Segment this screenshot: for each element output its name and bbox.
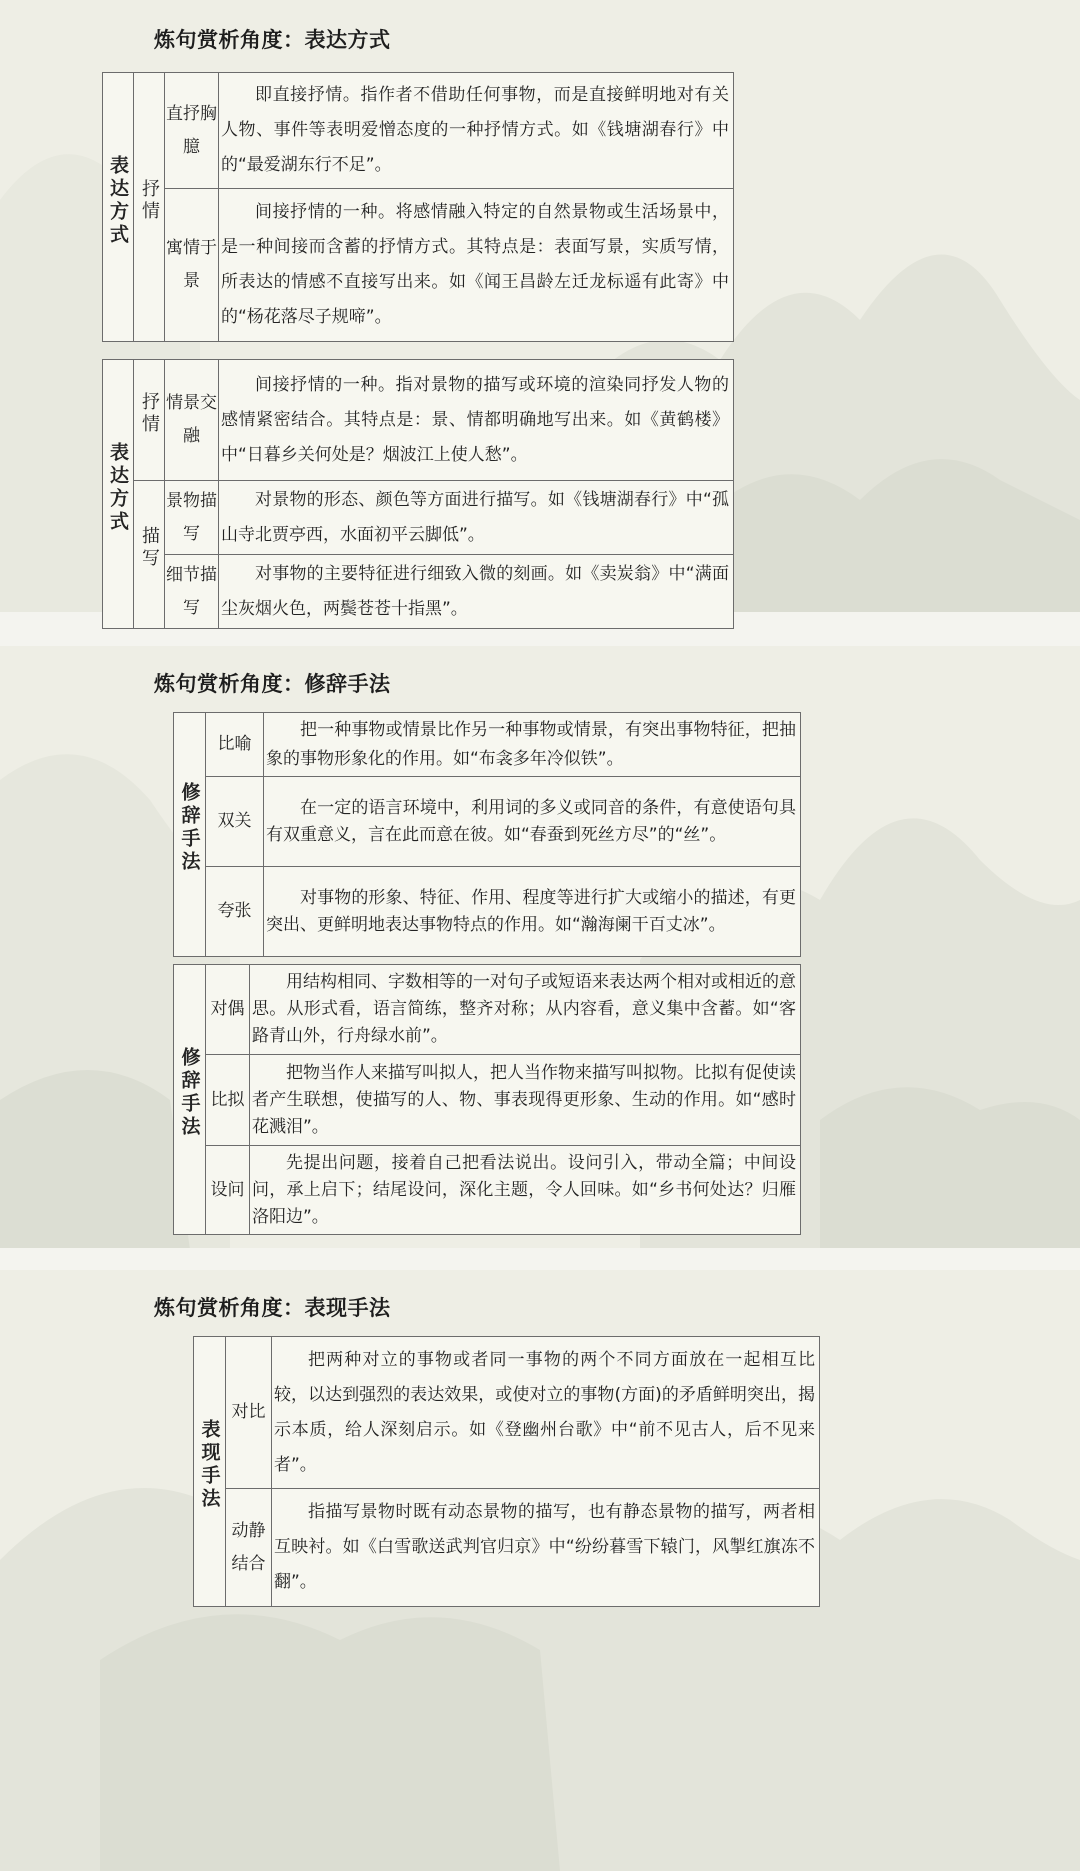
section-title: 炼句赏析角度：表现手法 xyxy=(154,1296,391,1320)
category-cell xyxy=(194,1337,226,1607)
group-cell xyxy=(134,481,165,629)
desc-cell: 对事物的主要特征进行细致入微的刻画。如《卖炭翁》中“满面尘灰烟火色，两鬓苍苍十指黑”。 xyxy=(219,555,734,629)
group-label: 抒情 xyxy=(139,178,160,223)
expression-table-1 xyxy=(102,72,734,342)
desc-cell: 把一种事物或情景比作另一种事物或情景，有突出事物特征，把抽象的事物形象化的作用。如“布衾多年冷似铁”。 xyxy=(264,713,801,777)
category-label: 表达方式 xyxy=(107,154,129,247)
section-rhetoric xyxy=(0,646,1080,1248)
techniques-table xyxy=(193,1336,820,1607)
section-title: 炼句赏析角度：表达方式 xyxy=(154,28,391,52)
desc-cell: 把两种对立的事物或者同一事物的两个不同方面放在一起相互比较，以达到强烈的表达效果，或使对立的事物(方面)的矛盾鲜明突出，揭示本质，给人深刻启示。如《登幽州台歌》中“前不见古人，后不见来者”。 xyxy=(272,1337,820,1489)
category-cell xyxy=(174,965,206,1235)
section-divider xyxy=(0,1248,1080,1270)
group-cell xyxy=(134,73,165,342)
desc-cell: 先提出问题，接着自己把看法说出。设问引入，带动全篇；中间设问，承上启下；结尾设问，深化主题，令人回味。如“乡书何处达？归雁洛阳边”。 xyxy=(250,1146,801,1235)
desc-cell: 即直接抒情。指作者不借助任何事物，而是直接鲜明地对有关人物、事件等表明爱憎态度的一种抒情方式。如《钱塘湖春行》中的“最爱湖东行不足”。 xyxy=(219,73,734,189)
category-cell xyxy=(103,73,134,342)
term-cell: 比喻 xyxy=(206,713,264,777)
term-cell: 动静结合 xyxy=(226,1489,272,1607)
group-cell xyxy=(134,360,165,481)
category-label: 表现手法 xyxy=(198,1419,221,1511)
term-cell: 比拟 xyxy=(206,1055,250,1146)
section-techniques xyxy=(0,1270,1080,1871)
section-expression-methods xyxy=(0,0,1080,619)
term-cell: 景物描写 xyxy=(165,481,219,555)
term-cell: 夸张 xyxy=(206,867,264,957)
desc-cell: 间接抒情的一种。将感情融入特定的自然景物或生活场景中，是一种间接而含蓄的抒情方式。其特点是：表面写景，实质写情，所表达的情感不直接写出来。如《闻王昌龄左迁龙标遥有此寄》中的“杨花落尽子规啼”。 xyxy=(219,189,734,342)
term-cell: 对偶 xyxy=(206,965,250,1055)
desc-cell: 指描写景物时既有动态景物的描写，也有静态景物的描写，两者相互映衬。如《白雪歌送武判官归京》中“纷纷暮雪下辕门，风掣红旗冻不翻”。 xyxy=(272,1489,820,1607)
desc-cell: 间接抒情的一种。指对景物的描写或环境的渲染同抒发人物的感情紧密结合。其特点是：景、情都明确地写出来。如《黄鹤楼》中“日暮乡关何处是？烟波江上使人愁”。 xyxy=(219,360,734,481)
group-label: 抒情 xyxy=(139,391,160,436)
term-cell: 双关 xyxy=(206,777,264,867)
term-cell: 对比 xyxy=(226,1337,272,1489)
term-cell: 直抒胸臆 xyxy=(165,73,219,189)
term-cell: 细节描写 xyxy=(165,555,219,629)
desc-cell: 把物当作人来描写叫拟人，把人当作物来描写叫拟物。比拟有促使读者产生联想，使描写的人、物、事表现得更形象、生动的作用。如“感时花溅泪”。 xyxy=(250,1055,801,1146)
category-cell xyxy=(103,360,134,629)
category-cell xyxy=(174,713,206,957)
rhetoric-table-2 xyxy=(173,964,801,1235)
desc-cell: 用结构相同、字数相等的一对句子或短语来表达两个相对或相近的意思。从形式看，语言简练，整齐对称；从内容看，意义集中含蓄。如“客路青山外，行舟绿水前”。 xyxy=(250,965,801,1055)
category-label: 修辞手法 xyxy=(178,1047,201,1139)
desc-cell: 在一定的语言环境中，利用词的多义或同音的条件，有意使语句具有双重意义，言在此而意在彼。如“春蚕到死丝方尽”的“丝”。 xyxy=(264,777,801,867)
section-title: 炼句赏析角度：修辞手法 xyxy=(154,672,391,696)
category-label: 表达方式 xyxy=(107,441,129,534)
term-cell: 设问 xyxy=(206,1146,250,1235)
category-label: 修辞手法 xyxy=(178,782,201,874)
desc-cell: 对事物的形象、特征、作用、程度等进行扩大或缩小的描述，有更突出、更鲜明地表达事物特点的作用。如“瀚海阑干百丈冰”。 xyxy=(264,867,801,957)
term-cell: 寓情于景 xyxy=(165,189,219,342)
term-cell: 情景交融 xyxy=(165,360,219,481)
group-label: 描写 xyxy=(139,526,160,570)
rhetoric-table-1 xyxy=(173,712,801,957)
expression-table-2 xyxy=(102,359,734,629)
desc-cell: 对景物的形态、颜色等方面进行描写。如《钱塘湖春行》中“孤山寺北贾亭西，水面初平云脚低”。 xyxy=(219,481,734,555)
